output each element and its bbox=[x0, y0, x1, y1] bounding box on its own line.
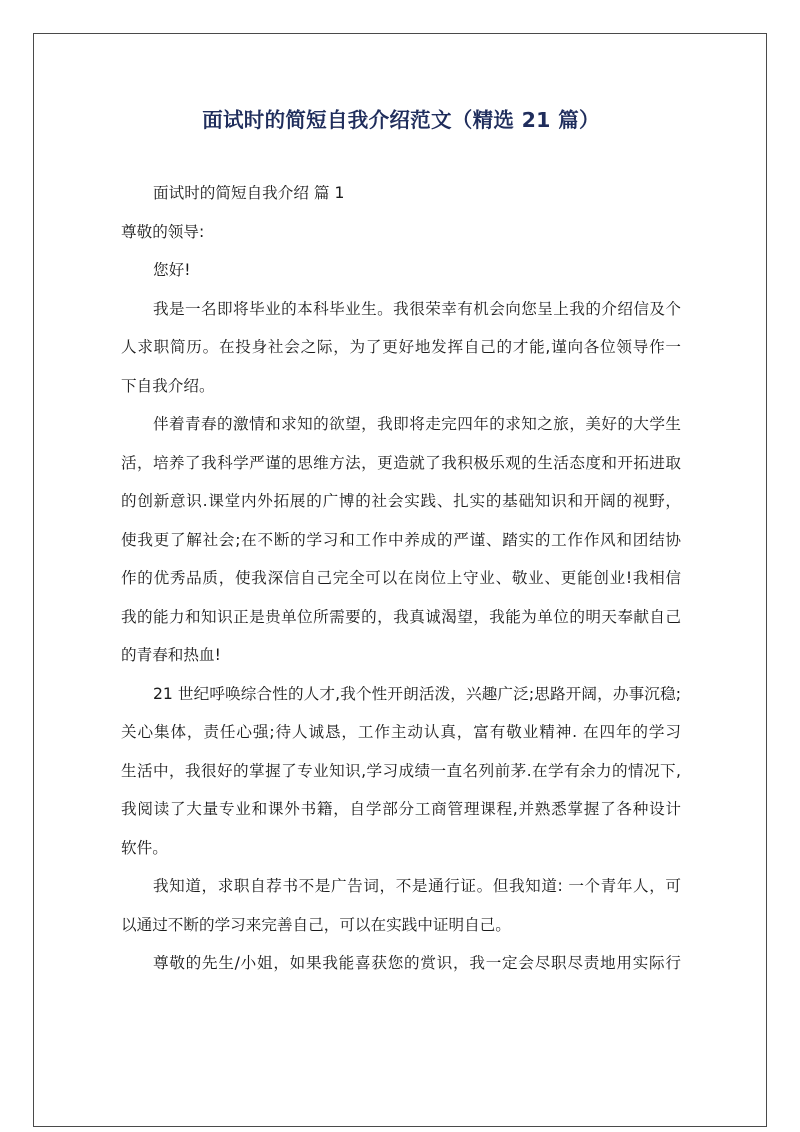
document-title: 面试时的简短自我介绍范文（精选 21 篇） bbox=[202, 108, 600, 132]
paragraph-line: 尊敬的先生/小姐，如果我能喜获您的赏识，我一定会尽职尽责地用实际行 bbox=[153, 954, 681, 972]
paragraph-line: 关心集体，责任心强;待人诚恳，工作主动认真，富有敬业精神. 在四年的学习 bbox=[121, 723, 681, 741]
paragraph-3 bbox=[121, 675, 681, 868]
paragraph-line: 作的优秀品质，使我深信自己完全可以在岗位上守业、敬业、更能创业!我相信 bbox=[121, 569, 681, 587]
paragraph-line: 我阅读了大量专业和课外书籍，自学部分工商管理课程,并熟悉掌握了各种设计 bbox=[121, 800, 681, 818]
salutation: 尊敬的领导: bbox=[121, 222, 205, 241]
paragraph-line: 下自我介绍。 bbox=[121, 376, 215, 395]
paragraph-line: 我知道，求职自荐书不是广告词，不是通行证。但我知道: 一个青年人，可 bbox=[153, 877, 681, 895]
paragraph-2 bbox=[121, 405, 681, 675]
paragraph-line: 以通过不断的学习来完善自己，可以在实践中证明自己。 bbox=[121, 915, 511, 934]
paragraph-line: 软件。 bbox=[121, 838, 168, 857]
greeting: 您好! bbox=[153, 261, 191, 279]
paragraph-line: 活，培养了我科学严谨的思维方法，更造就了我积极乐观的生活态度和开拓进取 bbox=[121, 453, 681, 472]
paragraph-line: 的青春和热血! bbox=[121, 646, 221, 664]
paragraph-line: 我是一名即将毕业的本科毕业生。我很荣幸有机会向您呈上我的介绍信及个 bbox=[153, 299, 681, 318]
paragraph-line: 伴着青春的激情和求知的欲望，我即将走完四年的求知之旅，美好的大学生 bbox=[153, 415, 681, 433]
paragraph-line: 人求职简历。在投身社会之际，为了更好地发挥自己的才能,谨向各位领导作一 bbox=[121, 338, 681, 356]
paragraph-line: 21 世纪呼唤综合性的人才,我个性开朗活泼，兴趣广泛;思路开阔，办事沉稳; bbox=[153, 684, 681, 703]
paragraph-line: 我的能力和知识正是贵单位所需要的，我真诚渴望，我能为单位的明天奉献自己 bbox=[121, 607, 681, 626]
paragraph-4 bbox=[121, 867, 681, 944]
section-heading: 面试时的简短自我介绍 篇 1 bbox=[153, 184, 345, 202]
paragraph-1 bbox=[121, 290, 681, 406]
document-body bbox=[121, 100, 681, 983]
paragraph-line: 的创新意识.课堂内外拓展的广博的社会实践、扎实的基础知识和开阔的视野， bbox=[121, 492, 681, 510]
paragraph-5 bbox=[121, 944, 681, 983]
paragraph-line: 使我更了解社会;在不断的学习和工作中养成的严谨、踏实的工作作风和团结协 bbox=[121, 530, 681, 549]
paragraph-line: 生活中，我很好的掌握了专业知识,学习成绩一直名列前茅.在学有余力的情况下, bbox=[121, 761, 681, 780]
